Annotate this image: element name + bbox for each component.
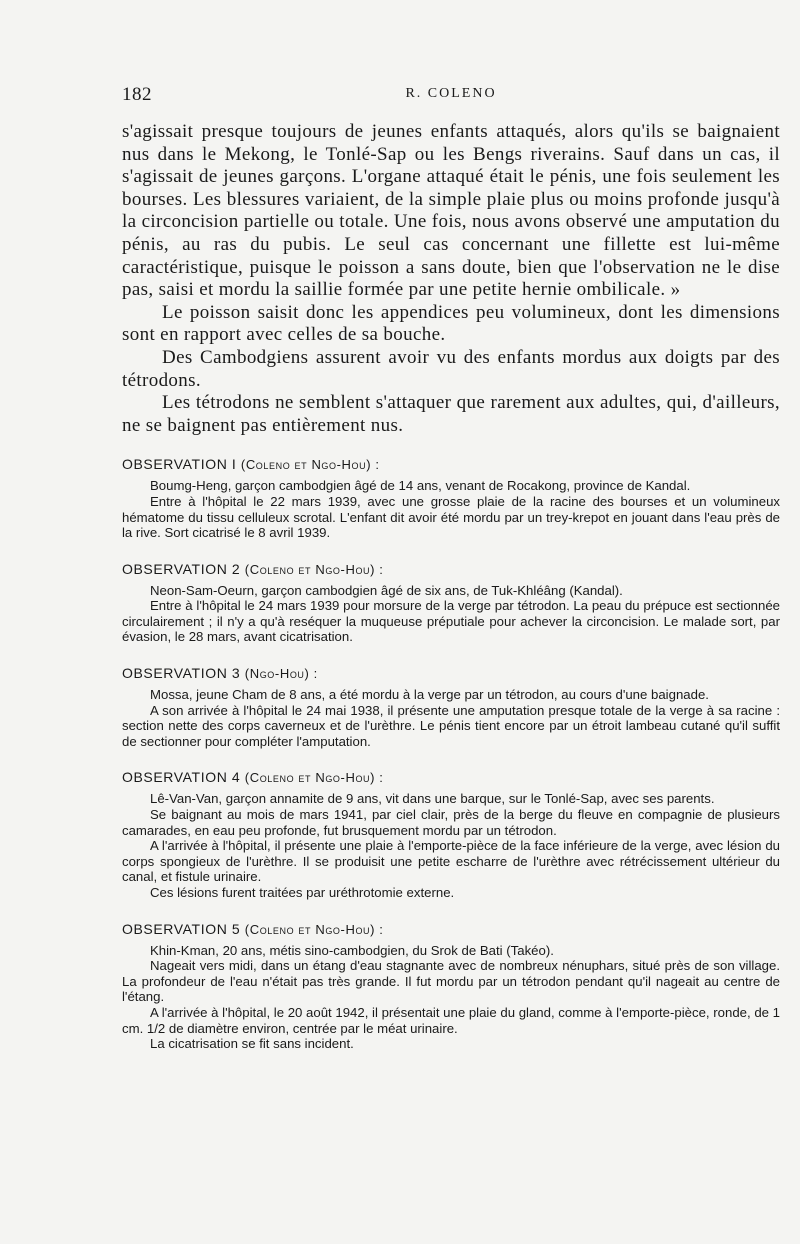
- observation-paragraph: A l'arrivée à l'hôpital, il présente une plaie à l'emporte-pièce de la face inférieure de la verge, avec lésion du corps spongieux de l'urèthre. Il se produisit une petite escharre de l'urèthre avec rétrécissement ultérieur du canal, et fistule urinaire.: [122, 838, 780, 885]
- observation-paragraph: A l'arrivée à l'hôpital, le 20 août 1942, il présentait une plaie du gland, comme à l'emporte-pièce, ronde, de 1 cm. 1/2 de diamètre environ, centrée par le méat urinaire.: [122, 1004, 780, 1036]
- observation-heading: [122, 561, 780, 577]
- lead-text: [122, 121, 780, 437]
- observation-paragraph: La cicatrisation se fit sans incident.: [150, 1036, 354, 1052]
- observation-paragraph: Lê-Van-Van, garçon annamite de 9 ans, vit dans une barque, sur le Tonlé-Sap, avec ses parents.: [150, 791, 715, 807]
- observation-paragraph: Mossa, jeune Cham de 8 ans, a été mordu à la verge par un tétrodon, au cours d'une baignade.: [150, 687, 709, 703]
- observation-5: [122, 921, 780, 1052]
- observation-paragraph: Ces lésions furent traitées par uréthrotomie externe.: [150, 885, 455, 900]
- observation-authors: (Coleno et Ngo-Hou) :: [244, 770, 384, 786]
- observation-heading: [122, 665, 780, 681]
- page-header: [122, 84, 780, 108]
- observation-paragraph: Entre à l'hôpital le 22 mars 1939, avec une grosse plaie de la racine des bourses et un volumineux hématome du tissu celluleux scrotal. L'enfant dit avoir été mordu par un trey-krepot en jouant dans l'eau près de la rive. Sort cicatrisé le 8 avril 1939.: [122, 493, 780, 541]
- paragraph: Les tétrodons ne semblent s'attaquer que rarement aux adultes, qui, d'ailleurs, ne se baignent pas entièrement nus.: [122, 392, 780, 436]
- observation-paragraph: Entre à l'hôpital le 24 mars 1939 pour morsure de la verge par tétrodon. La peau du prépuce est sectionnée circulairement ; il n'y a qu'à reséquer la muqueuse préputiale pour achever la circoncision. Le malade sort, par évasion, le 28 mars, avant cicatrisation.: [122, 598, 780, 645]
- observation-paragraph: Khin-Kman, 20 ans, métis sino-cambodgien, du Srok de Bati (Takéo).: [150, 942, 554, 958]
- observation-authors: (Coleno et Ngo-Hou) :: [240, 457, 380, 473]
- observation-title: OBSERVATION 5: [122, 920, 241, 937]
- observation-authors: (Coleno et Ngo-Hou) :: [244, 921, 384, 937]
- observation-1: [122, 456, 780, 540]
- observation-4: [122, 769, 780, 900]
- observation-title: OBSERVATION 3: [122, 665, 241, 682]
- observation-heading: [122, 921, 780, 937]
- observation-authors: (Coleno et Ngo-Hou) :: [244, 561, 384, 577]
- paragraph: Des Cambodgiens assurent avoir vu des enfants mordus aux doigts par des tétrodons.: [122, 346, 780, 391]
- paragraph: s'agissait presque toujours de jeunes enfants attaqués, alors qu'ils se baignaient nus dans le Mekong, le Tonlé-Sap ou les Bengs riverains. Sauf dans un cas, il s'agissait de jeunes garçons. L'organe attaqué était le pénis, une fois seulement les bourses. Les blessures variaient, de la simple plaie plus ou moins profonde jusqu'à la circoncision partielle ou totale. Une fois, nous avons observé une amputation du pénis, au ras du pubis. Le seul cas concernant une fillette est lui-même caractéristique, puisque le poisson a sans doute, bien que l'observation ne le dise pas, saisi et mordu la saillie formée par une petite hernie ombilicale. »: [122, 121, 780, 301]
- observation-title: OBSERVATION I: [122, 456, 237, 473]
- paragraph: Le poisson saisit donc les appendices peu volumineux, dont les dimensions sont en rapport avec celles de sa bouche.: [122, 301, 780, 346]
- observation-title: OBSERVATION 4: [122, 769, 241, 786]
- observation-heading: [122, 769, 780, 785]
- observation-paragraph: Neon-Sam-Oeurn, garçon cambodgien âgé de six ans, de Tuk-Khléâng (Kandal).: [150, 582, 623, 598]
- observation-3: [122, 665, 780, 749]
- observation-2: [122, 561, 780, 645]
- observation-paragraph: Boumg-Heng, garçon cambodgien âgé de 14 ans, venant de Rocakong, province de Kandal.: [150, 478, 691, 494]
- page-body: [122, 121, 780, 1052]
- observation-paragraph: A son arrivée à l'hôpital le 24 mai 1938, il présente une amputation presque totale de la verge à sa racine : section nette des corps caverneux et de l'urèthre. Le pénis tient encore par un étroit lambeau cutané qu'il suffit de sectionner pour compléter l'amputation.: [122, 702, 780, 749]
- page-number: 182: [122, 84, 152, 105]
- running-head: R. COLENO: [405, 86, 497, 101]
- observation-paragraph: Nageait vers midi, dans un étang d'eau stagnante avec de nombreux nénuphars, situé près de son village. La profondeur de l'eau n'était pas très grande. Il fut mordu par un tétrodon pendant qu'il nageait au centre de l'étang.: [122, 958, 780, 1005]
- observation-title: OBSERVATION 2: [122, 560, 241, 577]
- observation-paragraph: Se baignant au mois de mars 1941, par ciel clair, près de la berge du fleuve en compagnie de plusieurs camarades, en eau peu profonde, fut brusquement mordu par un tétrodon.: [122, 807, 780, 838]
- observation-heading: [122, 456, 780, 472]
- observation-authors: (Ngo-Hou) :: [244, 666, 318, 682]
